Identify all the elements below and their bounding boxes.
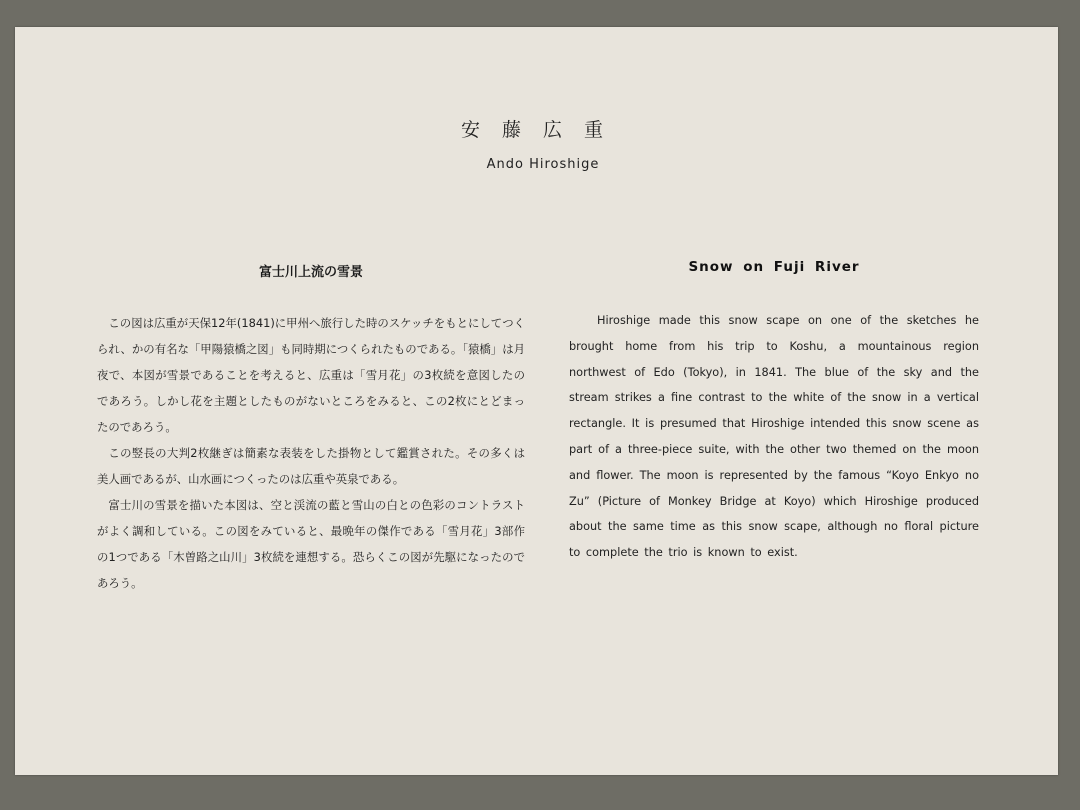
english-description bbox=[569, 259, 979, 566]
japanese-paragraph: この竪長の大判2枚継ぎは簡素な表装をした掛物として鑑賞された。その多くは美人画であるが、山水画につくったのは広重や英泉である。 bbox=[97, 446, 525, 486]
artist-name-english: Ando Hiroshige bbox=[486, 157, 600, 172]
artist-name-japanese: 安藤広重 bbox=[460, 119, 625, 141]
japanese-heading: 富士川上流の雪景 bbox=[258, 265, 363, 280]
japanese-paragraph: 富士川の雪景を描いた本図は、空と渓流の藍と雪山の白との色彩のコントラストがよく調和している。この図をみていると、最晩年の傑作である「雪月花」3部作の1つである「木曽路之山川」3枚続を連想する。恐らくこの図が先駆になったのであろう。 bbox=[97, 498, 525, 590]
english-paragraph: Hiroshige made this snow scape on one of the sketches he brought home from his trip to Koshu, a mountainous region northwest of Edo (Tokyo), in 1841. The blue of the sky and the stream strikes a fine contrast to the white of the snow in a vertical rectangle. It is presumed that Hiroshige intended this snow scene as part of a three-piece suite, with the other two themed on the moon and flower. The moon is represented by the famous “Koyo Enkyo no Zu” (Picture of Monkey Bridge at Koyo) which Hiroshige produced about the same time as this snow scape, although no floral picture to complete the trio is known to exist. bbox=[569, 314, 979, 560]
japanese-description bbox=[97, 261, 525, 596]
description-card bbox=[15, 27, 1058, 775]
english-heading: Snow on Fuji River bbox=[688, 259, 860, 275]
japanese-paragraph: この図は広重が天保12年(1841)に甲州へ旅行した時のスケッチをもとにしてつくられ、かの有名な「甲陽猿橋之図」も同時期につくられたものである。「猿橋」は月夜で、本図が雪景であることを考えると、広重は「雪月花」の3枚続を意図したのであろう。しかし花を主題としたものがないところをみると、この2枚にとどまったのであろう。 bbox=[97, 316, 525, 434]
